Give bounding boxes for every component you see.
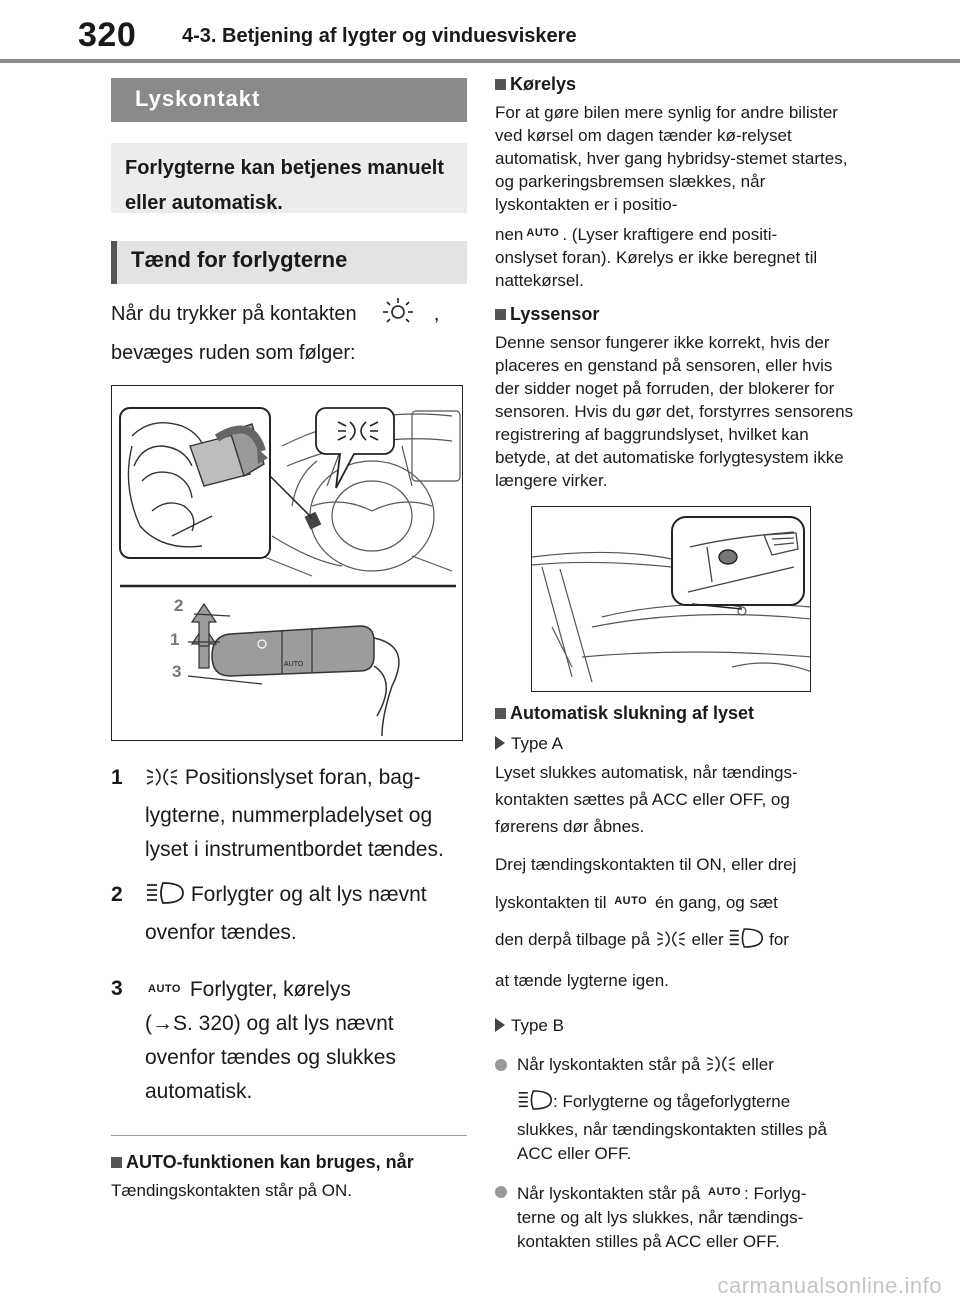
item-text: lygterne, nummerpladelyset og [145,804,433,827]
auto-icon: AUTO [148,983,181,995]
item-text: ovenfor tændes og slukkes [145,1046,396,1069]
position-light-icon [655,925,687,962]
left-column [111,78,467,1201]
item-text: Forlygter og alt lys nævnt [190,883,427,906]
instruction-line2: bevæges ruden som følger: [111,342,356,364]
circle-bullet-icon [495,1186,507,1198]
item-text: Positionslyset foran, bag- [184,766,421,789]
triangle-bullet-icon [495,1018,505,1032]
chapter-title: 4-3. Betjening af lygter og vinduesviskere [182,25,577,47]
square-bullet-icon [495,79,506,90]
figure-label-1: 1 [170,630,180,649]
korelys-text: nen $^{AUTO}$ . (Lyser kraftigere end positi- onslyset foran). Kørelys er ikke beregnet til nattekørsel. [495,225,818,290]
square-bullet-icon [111,1157,122,1168]
position-light-icon [145,765,179,799]
section-title: Lyskontakt [111,78,467,122]
figure-label-2: 2 [174,596,184,615]
circle-bullet-icon [495,1059,507,1071]
sensor-text: Denne sensor fungerer ikke korrekt, hvis der placeres en genstand på sensoren, eller hvis der sidder noget på forruden, der blokerer for sensoren. Hvis du gør det, forstyrres sensorens registrering af baggrundslyset, hvilket kan betyde, at det automatiske forlygtesystem ikke længere virker. [495,333,854,490]
instruction-text [111,296,467,371]
instruction-prefix: Når du trykker på kontakten [111,303,357,325]
instruction-suffix: , [433,303,440,325]
page-header [0,0,960,66]
intro-box: Forlygterne kan betjenes manuelt eller automatisk. [111,143,467,213]
item-number: 1 [111,766,123,789]
position-light-icon [705,1054,737,1081]
item-text: (→S. 320) og alt lys nævnt [145,1012,394,1035]
triangle-bullet-icon [495,736,505,750]
square-bullet-icon [495,708,506,719]
auto-text: Tændingskontakten står på ON. [111,1181,352,1200]
header-rule [0,59,960,63]
item-text: Forlygter, kørelys [189,978,351,1001]
type-a-text: Drej tændingskontakten til ON, eller drej lyskontakten til $^{AUTO}$ én gang, og sæt den derpå tilbage på eller for at tænde lygterne igen. [495,855,797,990]
list-item [111,878,467,950]
auto-icon: AUTO [526,227,560,239]
item-text: lyset i instrumentbordet tændes. [145,838,444,861]
square-bullet-icon [495,309,506,320]
item-text: ovenfor tændes. [145,921,297,944]
list-item [111,972,467,1109]
page-number: 320 [78,16,137,54]
list-item [111,761,467,867]
type-b-label: Type B [495,1013,855,1039]
auto-icon: AUTO [708,1186,742,1198]
korelys-heading: Kørelys [495,72,855,96]
light-sensor-figure [531,506,811,692]
sensor-heading: Lyssensor [495,302,855,326]
light-switch-figure [111,385,463,741]
item-text: automatisk. [145,1080,253,1103]
watermark: carmanualsonline.info [717,1273,942,1298]
auto-off-heading: Automatisk slukning af lyset [495,701,855,725]
item-number: 3 [111,977,123,1000]
headlight-switch-icon [380,296,416,336]
auto-heading: AUTO-funktionen kan bruges, når [111,1150,467,1174]
type-b-item: Når lyskontakten står på $^{AUTO}$ : Forlyg- terne og alt lys slukkes, når tændings-kontakten stilles på ACC eller OFF. [495,1180,855,1254]
type-a-text: Lyset slukkes automatisk, når tændings- kontakten sættes på ACC eller OFF, og førerens dør åbnes. [495,763,798,836]
svg-text:AUTO: AUTO [284,661,304,668]
item-number: 2 [111,883,123,906]
auto-icon: AUTO [614,895,648,907]
figure-label-3: 3 [172,662,182,681]
type-b-item: Når lyskontakten står på eller : Forlygterne og tågeforlygterne slukkes, når tændingskontakten stilles på ACC eller OFF. [495,1053,855,1166]
headlight-icon [728,925,764,962]
subsection-title: Tænd for forlygterne [111,241,467,284]
type-a-label: Type A [495,731,855,757]
right-column [495,72,855,1254]
headlight-icon [145,881,185,916]
headlight-icon [517,1089,553,1118]
korelys-text: For at gøre bilen mere synlig for andre bilister ved kørsel om dagen tænder kø-relyset automatisk, hver gang hybridsy-stemet startes, og parkeringsbremsen slækkes, når lyskontakten er i positio- [495,103,848,214]
